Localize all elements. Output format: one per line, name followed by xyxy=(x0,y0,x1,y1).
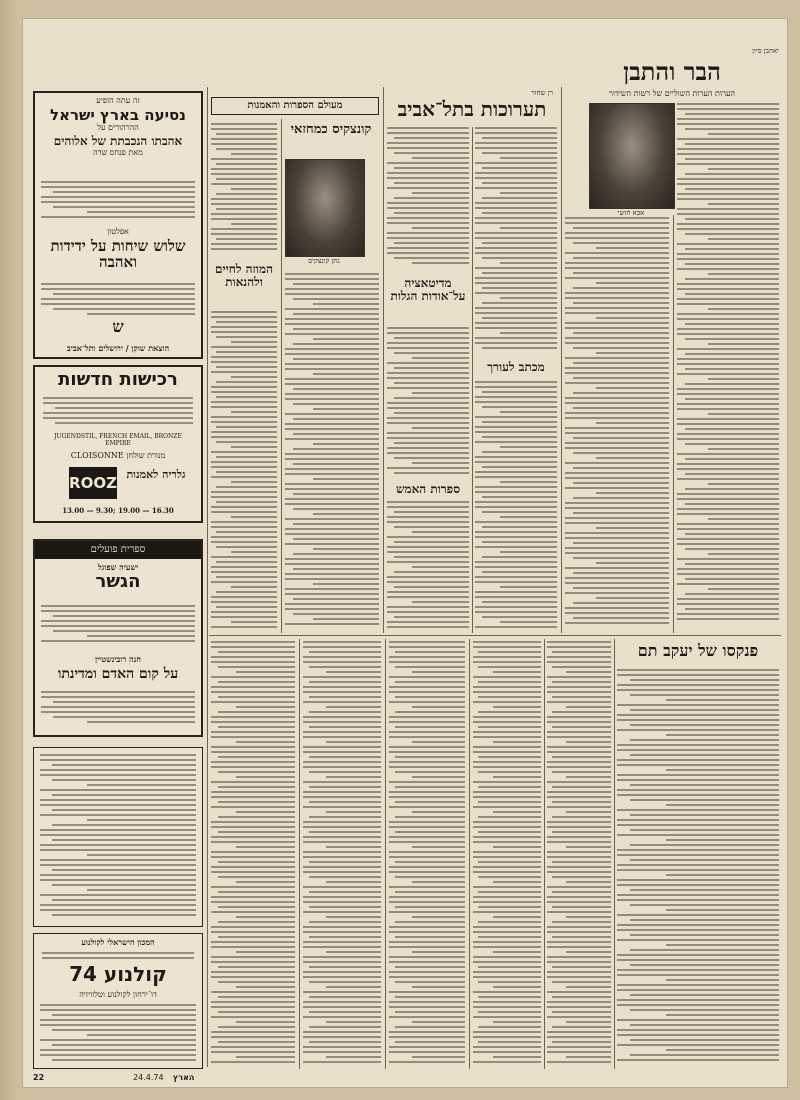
ad-rooz-gallery xyxy=(33,365,203,523)
paper-edge xyxy=(0,0,18,1100)
ad-film-institute xyxy=(33,933,203,1069)
ad1-logo: ש xyxy=(112,317,124,336)
ad-list-body xyxy=(40,754,196,920)
ad3-author: ישעיה שפוגל xyxy=(97,562,139,572)
rule-3 xyxy=(383,87,384,633)
sub-literature: ספרות האמש xyxy=(395,482,461,496)
author-mid: רן שחור xyxy=(531,89,553,97)
col-c-text3 xyxy=(387,501,469,631)
lower-col-4 xyxy=(473,641,541,1067)
col-d-text xyxy=(475,127,557,355)
ad3-title2: על קום האדם ומדינתו xyxy=(57,666,179,682)
photo-author-caption: אבא חושי xyxy=(617,209,645,217)
ad1-publisher: הוצאת שוקן / ירושלים ותל־אביב xyxy=(66,343,170,354)
rule-l3 xyxy=(469,639,470,1069)
ad-schocken xyxy=(33,91,203,359)
ad3-title: הגשר xyxy=(95,570,141,592)
ad1-title: נסיעה בארץ ישראל xyxy=(50,105,186,124)
ad4-big: קולנוע 74 xyxy=(69,962,167,986)
photo-author xyxy=(589,103,675,209)
rule-4 xyxy=(472,127,473,633)
ad3-body xyxy=(41,605,195,649)
rule-l1 xyxy=(299,639,300,1069)
headline-wheat: הבר והתבן xyxy=(623,57,721,86)
newspaper-page xyxy=(22,18,788,1088)
author-right: יאהבן סיון xyxy=(752,47,779,55)
page-number: 22 xyxy=(33,1073,45,1082)
ad1-body xyxy=(41,181,195,221)
ad2-gallery: גלריה לאמנות xyxy=(126,468,186,481)
ad3-band-label: ספרית פועלים xyxy=(90,544,146,555)
ad2-brand-block xyxy=(69,467,117,499)
ad3-band xyxy=(35,541,201,559)
ad4-body xyxy=(42,952,194,962)
deck-right: הערות הערות השוליים של רשות השידור xyxy=(608,89,736,98)
ad3-body2 xyxy=(41,691,195,731)
lower-col-1 xyxy=(211,641,295,1067)
rule-l5 xyxy=(614,639,615,1069)
lower-col-2 xyxy=(303,641,381,1067)
ad1-title2: אהבתו הנכבתת של אלוהים xyxy=(53,133,183,148)
ad2-names: JUGENDSTIL, FRENCH EMAIL, BRONZE EMPIRE xyxy=(54,433,182,448)
ad2-title: רכישות חדשות xyxy=(58,369,178,390)
col-e-text xyxy=(565,217,669,631)
rule-5 xyxy=(561,87,562,633)
lower-col-6 xyxy=(617,669,779,1067)
col-b-text xyxy=(285,273,379,631)
ad2-body xyxy=(43,397,193,431)
ad4-title: המכון הישראלי לקולנוע xyxy=(81,937,155,947)
ad1-title3: שלוש שיחות על ידידות ואהבה xyxy=(50,237,186,271)
rule-l4 xyxy=(544,639,545,1069)
photo-kontzkis-caption: נתן קונצקיס xyxy=(308,257,340,265)
rule-2 xyxy=(281,119,282,633)
ad1-body2 xyxy=(41,283,195,319)
col-c-text xyxy=(387,127,469,269)
headline-notebook: פנקסו של יעקב תם xyxy=(637,641,759,660)
ad2-sub: מנורת שולחן CLOISONNE xyxy=(70,451,166,460)
ad4-body2 xyxy=(40,1004,196,1066)
ad-list xyxy=(33,747,203,927)
sub-meditation: מדיטאציה על־אודות הגלות xyxy=(390,276,466,303)
col-f-text xyxy=(677,103,779,631)
ad3-author2: חנה רובינשטיין xyxy=(95,654,141,664)
lower-col-5 xyxy=(547,641,611,1067)
ad2-hours: 16.30 — 19.00 ;9.30 — 13.00 xyxy=(62,505,174,515)
col-c-text2 xyxy=(387,327,469,477)
ad1-author2: אפלטון xyxy=(107,227,129,236)
sub-letter: מכתב לעורך xyxy=(487,360,545,374)
col-a-text xyxy=(211,123,277,257)
fold-divider xyxy=(209,635,781,636)
ad-sifriat-poalim xyxy=(33,539,203,737)
paper-name: הארץ xyxy=(173,1073,195,1082)
col-a-text2 xyxy=(211,311,277,631)
section-banner-label: מעולם הספרות והאמנות xyxy=(247,100,343,111)
ad1-author: מאת פנחס שדה xyxy=(93,147,143,157)
rule-6 xyxy=(673,215,674,633)
ad1-top: זה עתה הופיע xyxy=(96,96,140,105)
photo-kontzkis xyxy=(285,159,365,257)
section-banner xyxy=(211,97,379,115)
ad4-sub: דו־ירחון לקולנוע וטלוויזיה xyxy=(79,990,157,999)
ad2-brand: ROOZ xyxy=(69,474,117,492)
sub-muse: המוזה לחיים ולהנאות xyxy=(214,262,273,289)
page-date: 24.4.74 xyxy=(133,1073,164,1082)
rule-1 xyxy=(207,87,208,1067)
page-footer xyxy=(23,1073,787,1087)
lower-col-3 xyxy=(389,641,465,1067)
ad1-sub: ההרהורים על xyxy=(97,123,139,133)
headline-exhibitions: תערוכות בתל־אביב xyxy=(397,97,547,121)
rule-l2 xyxy=(385,639,386,1069)
headline-kontzkis: קונצקיס כמחזאי xyxy=(290,122,372,137)
col-d-text2 xyxy=(475,381,557,631)
